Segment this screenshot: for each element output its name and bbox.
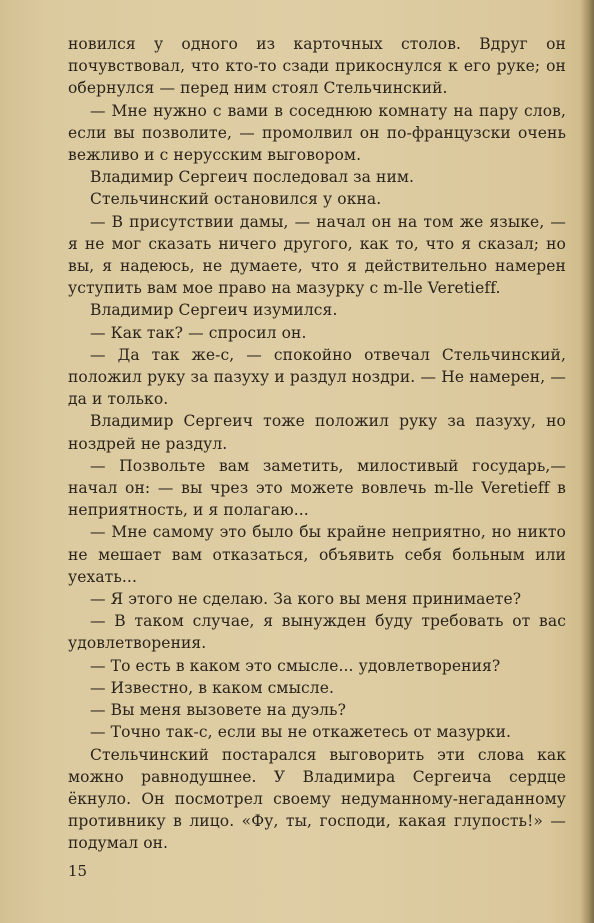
paragraph: новился у одного из карточных столов. Вдруг он почувствовал, что кто-то сзади прикоснулся к его руке; он обернулся — перед ним стоял Стельчинский. xyxy=(68,35,566,98)
page-text xyxy=(68,33,566,855)
paragraph: — В таком случае, я вынужден буду требовать от вас удовлетворения. xyxy=(68,612,566,653)
paragraph: — Позвольте вам заметить, милостивый государь,— начал он: — вы чрез это можете вовлечь m-lle Veretieff в неприятность, и я полагаю... xyxy=(68,456,566,520)
paragraph: — То есть в каком это смысле... удовлетворения? xyxy=(90,656,501,675)
paragraph: Владимир Сергеич тоже положил руку за пазуху, но ноздрей не раздул. xyxy=(68,412,566,453)
paragraph: — Вы меня вызовете на дуэль? xyxy=(90,701,347,720)
paragraph: — Как так? — спросил он. xyxy=(90,323,307,342)
paragraph: — Я этого не сделаю. За кого вы меня принимаете? xyxy=(90,590,522,609)
paragraph: — В присутствии дамы, — начал он на том же языке, — я не мог сказать ничего другого, как то, что я сказал; но вы, я надеюсь, не думаете, что я действительно намерен уступить вам мое право на мазурку с m-lle Veretieff. xyxy=(68,212,566,298)
page-edge-shadow xyxy=(580,0,594,923)
paragraph: Стельчинский постарался выговорить эти слова как можно равнодушнее. У Владимира Сергеича сердце ёкнуло. Он посмотрел своему нeдумaннoму-нeгaдaннoму противнику в лицо. «Фу, ты, господи, какая глупость!» — подумал он. xyxy=(68,745,566,853)
paragraph: — Да так же-с, — спокойно отвечал Стельчинский, положил руку за пазуху и раздул ноздри. — Не намерен, — да и только. xyxy=(68,345,566,409)
paragraph: — Известно, в каком смысле. xyxy=(90,678,335,697)
paragraph: Стельчинский остановился у окна. xyxy=(90,190,382,209)
paragraph: Владимир Сергеич последовал за ним. xyxy=(90,168,415,187)
paragraph: — Мне нужно с вами в соседнюю комнату на пару слов, если вы позволите, — промолвил он по-французски очень вежливо и с нерусским выговором. xyxy=(68,101,566,165)
paragraph: — Точно так-с, если вы не откажетесь от мазурки. xyxy=(90,723,512,742)
page-number: 15 xyxy=(68,862,88,880)
paragraph: Владимир Сергеич изумился. xyxy=(90,301,338,320)
paragraph: — Мне самому это было бы крайне неприятно, но никто не мешает вам отказаться, объявить себя больным или уехать... xyxy=(68,523,566,586)
